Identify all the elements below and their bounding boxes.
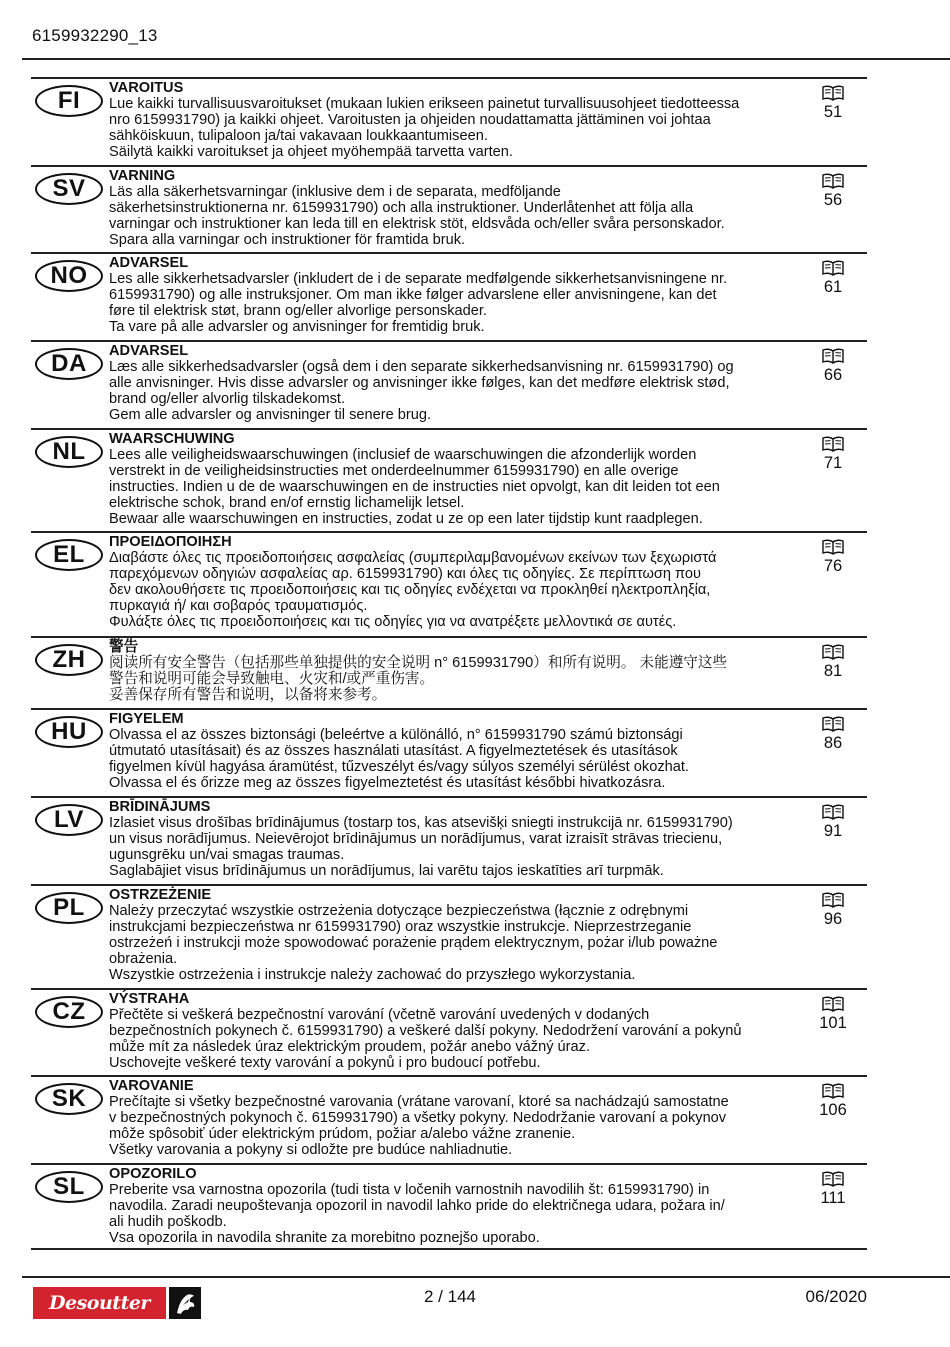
reference-page-number: 96 bbox=[823, 910, 843, 928]
language-code-badge: PL bbox=[35, 892, 103, 924]
language-code-badge: EL bbox=[35, 539, 103, 571]
warning-section-sl bbox=[31, 1163, 867, 1250]
warning-line: Lees alle veiligheidswaarschuwingen (inclusief de waarschuwingen die afzonderlijk worden bbox=[109, 446, 697, 463]
warning-line: πυρκαγιά ή/ και σοβαρός τραυματισμός. bbox=[109, 597, 368, 614]
language-code-badge: CZ bbox=[35, 996, 103, 1028]
header-rule bbox=[22, 58, 950, 60]
language-code-badge: ZH bbox=[35, 644, 103, 676]
warning-line: instrukcjami bezpieczeństwa nr 6159931790) oraz wszystkie instrukcje. Nieprzestrzeganie bbox=[109, 918, 692, 935]
warning-title: ADVARSEL bbox=[109, 343, 189, 359]
warning-line: Les alle sikkerhetsadvarsler (inkludert de i de separate medfølgende sikkerhetsanvisningene nr. bbox=[109, 270, 728, 287]
warning-text bbox=[109, 344, 809, 424]
reference-page-number: 86 bbox=[823, 734, 843, 752]
warning-line: Bewaar alle waarschuwingen en instructies, zodat u ze op een later tijdstip kunt raadplegen. bbox=[109, 510, 703, 527]
page-number: 2 / 144 bbox=[424, 1287, 476, 1306]
warning-line: varningar och instruktioner kan leda till en elektrisk stöt, eldsvåda och/eller svåra personskador. bbox=[109, 215, 725, 232]
warning-line: Säilytä kaikki varoitukset ja ohjeet myöhempää tarvetta varten. bbox=[109, 143, 513, 160]
warning-line: Prečítajte si všetky bezpečnostné varovania (vrátane varovaní, ktoré sa nachádzajú samostatne bbox=[109, 1093, 729, 1110]
book-icon bbox=[813, 85, 853, 101]
warning-title: VAROITUS bbox=[109, 80, 184, 96]
warning-section-sk bbox=[31, 1075, 867, 1163]
warning-text bbox=[109, 640, 809, 704]
warning-line: Należy przeczytać wszystkie ostrzeżenia dotyczące bezpieczeństwa (łącznie z odrębnymi bbox=[109, 902, 689, 919]
reference-page-number: 51 bbox=[823, 103, 843, 121]
warning-line: v bezpečnostných pokynoch č. 6159931790) a všetky pokyny. Nedodržanie varovaní a pokynov bbox=[109, 1109, 727, 1126]
reference-page-number: 61 bbox=[823, 278, 843, 296]
book-icon bbox=[813, 260, 853, 276]
warning-line: útmutató utasításait) és az összes használati utasítást. A figyelmeztetések és utasítások bbox=[109, 742, 678, 759]
warning-text bbox=[109, 712, 809, 792]
warning-line: 6159931790) og alle instruksjoner. Om man ikke følger advarslene eller anvisningene, kan det bbox=[109, 286, 717, 303]
book-icon bbox=[813, 539, 853, 555]
warning-line: Læs alle sikkerhedsadvarsler (også dem i den separate sikkerhedsanvisning nr. 6159931790) og bbox=[109, 358, 734, 375]
warning-section-no bbox=[31, 252, 867, 340]
warning-line: figyelmen kívül hagyása áramütést, tűzveszélyt és/vagy súlyos személyi sérülést okozhat. bbox=[109, 758, 689, 775]
warning-line: ugunsgrēku un/vai smagas traumas. bbox=[109, 846, 345, 863]
book-icon bbox=[813, 1171, 853, 1187]
warning-text bbox=[109, 992, 809, 1072]
warning-section-hu bbox=[31, 708, 867, 796]
warning-line: Φυλάξτε όλες τις προειδοποιήσεις και τις οδηγίες για να ανατρέξετε μελλοντικά σε αυτές. bbox=[109, 613, 677, 630]
book-icon bbox=[813, 436, 853, 452]
warning-line: Preberite vsa varnostna opozorila (tudi tista v ločenih varnostnih navodilih št: 6159931790) in bbox=[109, 1181, 710, 1198]
warning-text bbox=[109, 256, 809, 336]
warning-title: VARNING bbox=[109, 168, 176, 184]
language-code-badge: FI bbox=[35, 85, 103, 117]
warning-title: ΠΡΟΕΙΔΟΠΟΙΗΣΗ bbox=[109, 534, 232, 550]
warning-title: ADVARSEL bbox=[109, 255, 189, 271]
page-reference[interactable] bbox=[813, 85, 853, 122]
book-icon bbox=[813, 892, 853, 908]
warning-text bbox=[109, 81, 809, 161]
warning-text bbox=[109, 169, 809, 249]
warning-line: 警告和说明可能会导致触电、火灾和/或严重伤害。 bbox=[109, 670, 435, 687]
warning-line: Uschovejte veškeré texty varování a pokynů i pro budoucí potřebu. bbox=[109, 1054, 541, 1071]
warning-line: brand og/eller alvorlig tilskadekomst. bbox=[109, 390, 346, 407]
page-reference[interactable] bbox=[813, 1083, 853, 1120]
warning-line: bezpečnostních pokynech č. 6159931790) a veškeré další pokyny. Nedodržení varování a pokynů bbox=[109, 1022, 742, 1039]
warning-line: Gem alle advarsler og anvisninger til senere brug. bbox=[109, 406, 432, 423]
book-icon bbox=[813, 348, 853, 364]
warning-line: sähköiskuun, tulipaloon ja/tai vakavaan loukkaantumiseen. bbox=[109, 127, 488, 144]
warning-section-da bbox=[31, 340, 867, 428]
warning-section-pl bbox=[31, 884, 867, 988]
warning-line: Wszystkie ostrzeżenia i instrukcje należy zachować do przyszłego wykorzystania. bbox=[109, 966, 636, 983]
publication-date: 06/2020 bbox=[805, 1287, 867, 1306]
warning-title: FIGYELEM bbox=[109, 711, 184, 727]
book-icon bbox=[813, 173, 853, 189]
reference-page-number: 71 bbox=[823, 454, 843, 472]
page-reference[interactable] bbox=[813, 348, 853, 385]
page-reference[interactable] bbox=[813, 539, 853, 576]
reference-page-number: 81 bbox=[823, 662, 843, 680]
warning-title: OSTRZEŻENIE bbox=[109, 887, 212, 903]
warning-line: ali hudih poškodb. bbox=[109, 1213, 227, 1230]
logo-wordmark: Desoutter bbox=[33, 1287, 166, 1319]
warning-line: Přečtěte si veškerá bezpečnostní varování (včetně varování uvedených v dodaných bbox=[109, 1006, 650, 1023]
page-reference[interactable] bbox=[813, 804, 853, 841]
warning-line: Διαβάστε όλες τις προειδοποιήσεις ασφαλείας (συμπεριλαμβανομένων εκείνων των ξεχωριστά bbox=[109, 549, 717, 566]
warning-line: Läs alla säkerhetsvarningar (inklusive dem i de separata, medföljande bbox=[109, 183, 561, 200]
reference-page-number: 66 bbox=[823, 366, 843, 384]
warning-line: Saglabājiet visus brīdinājumus un norādījumus, lai varētu tajos ieskatīties arī turpmāk. bbox=[109, 862, 664, 879]
warning-line: Olvassa el és őrizze meg az összes figyelmeztetést és utasítást későbbi hivatkozásra. bbox=[109, 774, 666, 791]
warning-text bbox=[109, 800, 809, 880]
language-code-badge: DA bbox=[35, 348, 103, 380]
warning-line: Ta vare på alle advarsler og anvisninger for fremtidig bruk. bbox=[109, 318, 485, 335]
warning-line: Spara alla varningar och instruktioner för framtida bruk. bbox=[109, 231, 466, 248]
reference-page-number: 106 bbox=[819, 1101, 847, 1119]
warning-section-el bbox=[31, 531, 867, 636]
warning-title: VÝSTRAHA bbox=[109, 991, 190, 1007]
warning-line: môže spôsobiť úder elektrickým prúdom, požiar a/alebo vážne zranenie. bbox=[109, 1125, 576, 1142]
warning-text bbox=[109, 888, 809, 983]
warning-line: Všetky varovania a pokyny si odložte pre budúce nahliadnutie. bbox=[109, 1141, 513, 1158]
warning-line: Izlasiet visus drošības brīdinājumus (tostarp tos, kas atsevišķi sniegti instrukcijā nr. 6159931790) bbox=[109, 814, 733, 831]
warning-line: nro 6159931790) ja kaikki ohjeet. Varoitusten ja ohjeiden noudattamatta jättäminen voi johtaa bbox=[109, 111, 711, 128]
document-id: 6159932290_13 bbox=[32, 26, 158, 45]
language-code-badge: NL bbox=[35, 436, 103, 468]
warning-section-fi bbox=[31, 77, 867, 165]
footer-rule bbox=[22, 1276, 950, 1278]
warning-text bbox=[109, 1167, 809, 1247]
page-reference[interactable] bbox=[813, 260, 853, 297]
reference-page-number: 91 bbox=[823, 822, 843, 840]
book-icon bbox=[813, 716, 853, 732]
language-code-badge: SL bbox=[35, 1171, 103, 1203]
page-reference[interactable] bbox=[813, 892, 853, 929]
warning-line: παρεχόμενων οδηγιών ασφαλείας αρ. 6159931790) και όλες τις οδηγίες. Σε περίπτωση που bbox=[109, 565, 702, 582]
page-reference[interactable] bbox=[813, 716, 853, 753]
reference-page-number: 101 bbox=[819, 1014, 847, 1032]
warning-text bbox=[109, 1079, 809, 1159]
reference-page-number: 76 bbox=[823, 557, 843, 575]
reference-page-number: 56 bbox=[823, 191, 843, 209]
warning-line: 妥善保存所有警告和说明，以备将来参考。 bbox=[109, 686, 387, 703]
warning-line: ostrzeżeń i instrukcji może spowodować porażenie prądem elektrycznym, pożar i/lub poważne bbox=[109, 934, 718, 951]
warning-title: 警告 bbox=[109, 639, 139, 655]
warning-title: VAROVANIE bbox=[109, 1078, 194, 1094]
warning-text bbox=[109, 535, 809, 630]
page-reference[interactable] bbox=[813, 436, 853, 473]
warning-title: WAARSCHUWING bbox=[109, 431, 235, 447]
book-icon bbox=[813, 804, 853, 820]
warning-line: elektrische schok, brand en/of ernstig lichamelijk letsel. bbox=[109, 494, 465, 511]
warning-line: navodila. Zaradi neupoštevanja opozoril in navodil lahko pride do električnega udara, požara in/ bbox=[109, 1197, 725, 1214]
warning-section-sv bbox=[31, 165, 867, 252]
warning-line: säkerhetsinstruktionerna nr. 6159931790) och alla instruktioner. Underlåtenhet att följa alla bbox=[109, 199, 694, 216]
warning-line: může mít za následek úraz elektrickým proudem, požár anebo vážný úraz. bbox=[109, 1038, 591, 1055]
warning-section-cz bbox=[31, 988, 867, 1075]
warning-line: verstrekt in de veiligheidsinstructies met onderdeelnummer 6159931790) en alle overige bbox=[109, 462, 679, 479]
language-code-badge: HU bbox=[35, 716, 103, 748]
page-reference[interactable] bbox=[813, 996, 853, 1033]
warning-title: BRĪDINĀJUMS bbox=[109, 799, 211, 815]
book-icon bbox=[813, 996, 853, 1012]
book-icon bbox=[813, 1083, 853, 1099]
book-icon bbox=[813, 644, 853, 660]
warning-section-nl bbox=[31, 428, 867, 531]
page-reference[interactable] bbox=[813, 1171, 853, 1208]
warning-line: Lue kaikki turvallisuusvaroitukset (mukaan lukien erikseen painetut turvallisuusohjeet tiedotteessa bbox=[109, 95, 740, 112]
language-code-badge: LV bbox=[35, 804, 103, 836]
language-code-badge: SK bbox=[35, 1083, 103, 1115]
warning-line: føre til elektrisk støt, brann og/eller alvorlige personskader. bbox=[109, 302, 487, 319]
warning-line: Vsa opozorila in navodila shranite za morebitno poznejšo uporabo. bbox=[109, 1229, 540, 1246]
warning-title: OPOZORILO bbox=[109, 1166, 197, 1182]
warning-section-zh bbox=[31, 636, 867, 708]
warning-line: Olvassa el az összes biztonsági (beleértve a különálló, n° 6159931790 számú biztonsági bbox=[109, 726, 683, 743]
reference-page-number: 111 bbox=[820, 1189, 846, 1207]
warning-text bbox=[109, 432, 809, 527]
warning-section-lv bbox=[31, 796, 867, 884]
warning-line: un visus norādījumus. Neievērojot brīdinājumus un norādījumus, varat izraisīt strāvas triecienu, bbox=[109, 830, 723, 847]
warning-line: obrażenia. bbox=[109, 950, 178, 967]
page-reference[interactable] bbox=[813, 173, 853, 210]
warning-line: δεν ακολουθήσετε τις προειδοποιήσεις και τις οδηγίες ενδέχεται να προκληθεί ηλεκτροπληξία, bbox=[109, 581, 711, 598]
warning-line: instructies. Indien u de de waarschuwingen en de instructies niet opvolgt, kan dit leiden tot een bbox=[109, 478, 720, 495]
language-code-badge: SV bbox=[35, 173, 103, 205]
language-code-badge: NO bbox=[35, 260, 103, 292]
warning-line: 阅读所有安全警告（包括那些单独提供的安全说明 n° 6159931790）和所有说明。 未能遵守这些 bbox=[109, 654, 728, 671]
warning-line: alle anvisninger. Hvis disse advarsler og anvisninger ikke følges, kan det medføre elektrisk stød, bbox=[109, 374, 730, 391]
page-reference[interactable] bbox=[813, 644, 853, 681]
